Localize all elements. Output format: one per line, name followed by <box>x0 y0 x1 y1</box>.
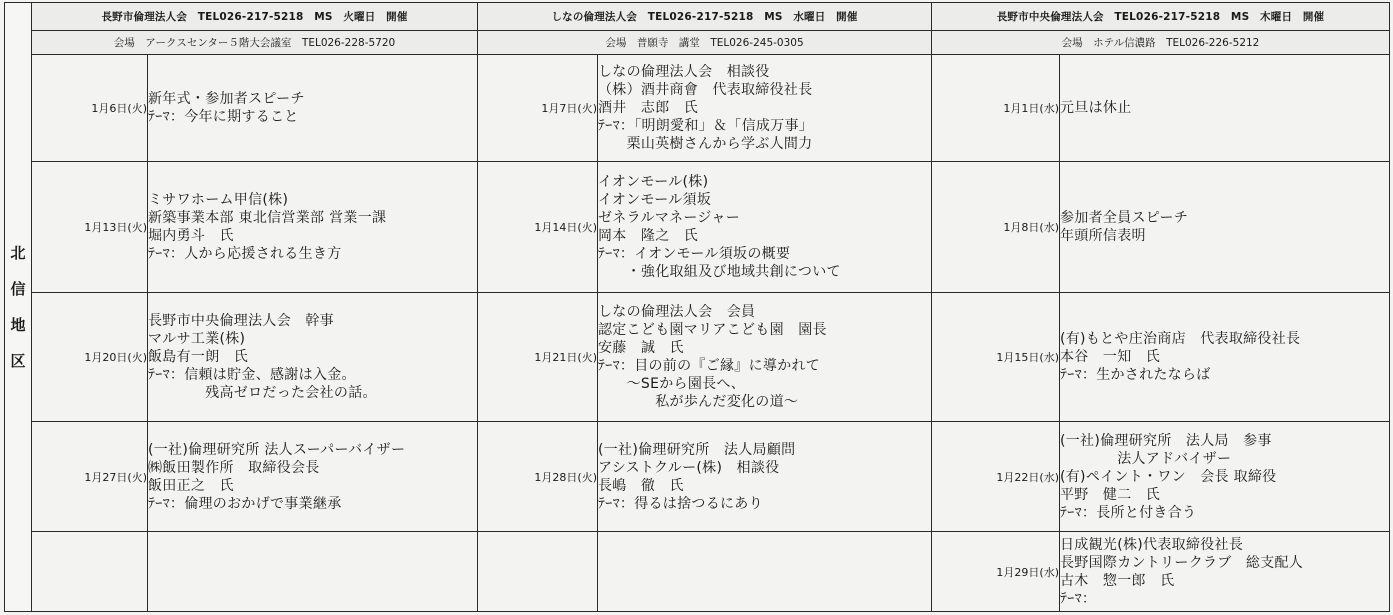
entry-line: 飯田正之 氏 <box>148 477 234 494</box>
entry-line: 新築事業本部 東北信営業部 営業一課 <box>148 210 387 226</box>
table-row <box>5 55 1390 162</box>
entry-line: 法人アドバイザー <box>1060 450 1232 467</box>
entry-date: 1月22日(水) <box>932 422 1060 532</box>
entry-line: 年頭所信表明 <box>1060 228 1146 244</box>
entry-content <box>598 422 932 532</box>
entry-date: 1月14日(火) <box>478 162 598 293</box>
entry-content <box>1060 162 1390 293</box>
entry-line: 長野国際カントリークラブ 総支配人 <box>1060 554 1304 571</box>
entry-line: (一社)倫理研究所 法人スーパーバイザー <box>148 441 406 458</box>
entry-line: 酒井 志郎 氏 <box>598 100 699 116</box>
entry-content <box>1060 532 1390 612</box>
entry-line: ﾃｰﾏ：イオンモール須坂の概要 <box>598 246 791 262</box>
column-header-venue: 会場 ホテル信濃路 TEL026-226-5212 <box>932 31 1390 55</box>
table-row <box>5 532 1390 612</box>
entry-line: ﾃｰﾏ：得るは捨つるにあり <box>598 495 763 512</box>
entry-content <box>598 162 932 293</box>
table-row <box>5 162 1390 293</box>
entry-line: ﾃｰﾏ：人から応援される生き方 <box>148 246 342 262</box>
entry-content <box>598 532 932 612</box>
entry-content <box>148 162 478 293</box>
entry-line: 岡本 隆之 氏 <box>598 228 699 244</box>
entry-date: 1月15日(水) <box>932 293 1060 422</box>
entry-date: 1月13日(火) <box>32 162 148 293</box>
entry-line: 参加者全員スピーチ <box>1060 210 1189 226</box>
entry-line: しなの倫理法人会 会員 <box>598 304 756 320</box>
region-char: 区 <box>10 352 26 370</box>
entry-line: 元旦は休止 <box>1060 100 1132 116</box>
entry-content <box>1060 422 1390 532</box>
entry-line: ㈱飯田製作所 取締役会長 <box>148 459 320 476</box>
entry-line: ﾃｰﾏ：長所と付き合う <box>1060 504 1197 521</box>
entry-content <box>148 532 478 612</box>
region-char: 信 <box>10 280 26 298</box>
entry-line: ～SEから園長へ、 <box>598 376 746 392</box>
entry-date: 1月1日(水) <box>932 55 1060 162</box>
entry-content <box>598 55 932 162</box>
entry-date: 1月21日(火) <box>478 293 598 422</box>
entry-date: 1月6日(火) <box>32 55 148 162</box>
entry-date: 1月29日(水) <box>932 532 1060 612</box>
schedule-table <box>4 2 1390 612</box>
entry-line: イオンモール(株) <box>598 174 709 190</box>
entry-line: 堀内勇斗 氏 <box>148 228 234 244</box>
region-label <box>5 3 32 612</box>
entry-line: (一社)倫理研究所 法人局 参事 <box>1060 432 1272 449</box>
entry-line: 古木 惣一郎 氏 <box>1060 572 1175 589</box>
entry-date: 1月28日(火) <box>478 422 598 532</box>
entry-line: ﾃｰﾏ：目の前の『ご縁』に導かれて <box>598 358 821 374</box>
table-row <box>5 422 1390 532</box>
entry-content <box>148 55 478 162</box>
entry-date <box>478 532 598 612</box>
entry-line: ﾃｰﾏ：信頼は貯金、感謝は入金。 <box>148 367 356 383</box>
entry-line: ﾃｰﾏ：｢明朗愛和」＆「信成万事」 <box>598 118 814 134</box>
entry-line: 新年式・参加者スピーチ <box>148 91 305 107</box>
entry-line: (有)もとや庄治商店 代表取締役社長 <box>1060 331 1301 347</box>
entry-content <box>148 422 478 532</box>
entry-line: 私が歩んだ変化の道～ <box>598 394 799 410</box>
column-header-title: 長野市中央倫理法人会 TEL026-217-5218 MS 木曜日 開催 <box>932 3 1390 31</box>
entry-content <box>148 293 478 422</box>
entry-line: 本谷 一知 氏 <box>1060 349 1161 365</box>
column-header-venue: 会場 アークスセンター５階大会議室 TEL026-228-5720 <box>32 31 478 55</box>
entry-line: ﾃｰﾏ：生かされたならば <box>1060 367 1211 383</box>
entry-line: 長野市中央倫理法人会 幹事 <box>148 313 334 329</box>
entry-date: 1月20日(火) <box>32 293 148 422</box>
entry-content <box>1060 293 1390 422</box>
column-header-title: しなの倫理法人会 TEL026-217-5218 MS 水曜日 開催 <box>478 3 932 31</box>
column-header-venue: 会場 普願寺 講堂 TEL026-245-0305 <box>478 31 932 55</box>
entry-line: ミサワホーム甲信(株) <box>148 192 289 208</box>
entry-line: 認定こども園マリアこども園 園長 <box>598 322 827 338</box>
entry-line: 残高ゼロだった会社の話。 <box>148 385 377 401</box>
entry-line: しなの倫理法人会 相談役 <box>598 64 770 80</box>
entry-line: 平野 健二 氏 <box>1060 486 1161 503</box>
region-char: 北 <box>10 244 26 262</box>
entry-line: ﾃｰﾏ：倫理のおかげで事業継承 <box>148 495 342 512</box>
entry-line: ゼネラルマネージャー <box>598 210 741 226</box>
entry-line: イオンモール須坂 <box>598 192 712 208</box>
entry-line: ・強化取組及び地域共創について <box>598 264 841 280</box>
entry-date <box>32 532 148 612</box>
entry-content <box>1060 55 1390 162</box>
entry-line: 長嶋 徹 氏 <box>598 477 684 494</box>
entry-content <box>598 293 932 422</box>
entry-date: 1月27日(火) <box>32 422 148 532</box>
entry-line: 日成観光(株)代表取締役社長 <box>1060 536 1244 553</box>
entry-date: 1月7日(火) <box>478 55 598 162</box>
entry-line: 安藤 誠 氏 <box>598 340 684 356</box>
entry-line: (有)ペイント・ワン 会長 取締役 <box>1060 468 1277 485</box>
entry-date: 1月8日(水) <box>932 162 1060 293</box>
column-header-title: 長野市倫理法人会 TEL026-217-5218 MS 火曜日 開催 <box>32 3 478 31</box>
entry-line: （株）酒井商會 代表取締役社長 <box>598 82 813 98</box>
entry-line: 飯島有一朗 氏 <box>148 349 249 365</box>
entry-line: アシストクルー(株) 相談役 <box>598 459 780 476</box>
table-row <box>5 293 1390 422</box>
entry-line: (一社)倫理研究所 法人局顧問 <box>598 441 796 458</box>
entry-line: ﾃｰﾏ：今年に期すること <box>148 109 299 125</box>
entry-line: 栗山英樹さんから学ぶ人間力 <box>598 136 813 152</box>
region-char: 地 <box>10 316 26 334</box>
entry-line: ﾃｰﾏ： <box>1060 590 1097 607</box>
entry-line: マルサ工業(株) <box>148 331 246 347</box>
